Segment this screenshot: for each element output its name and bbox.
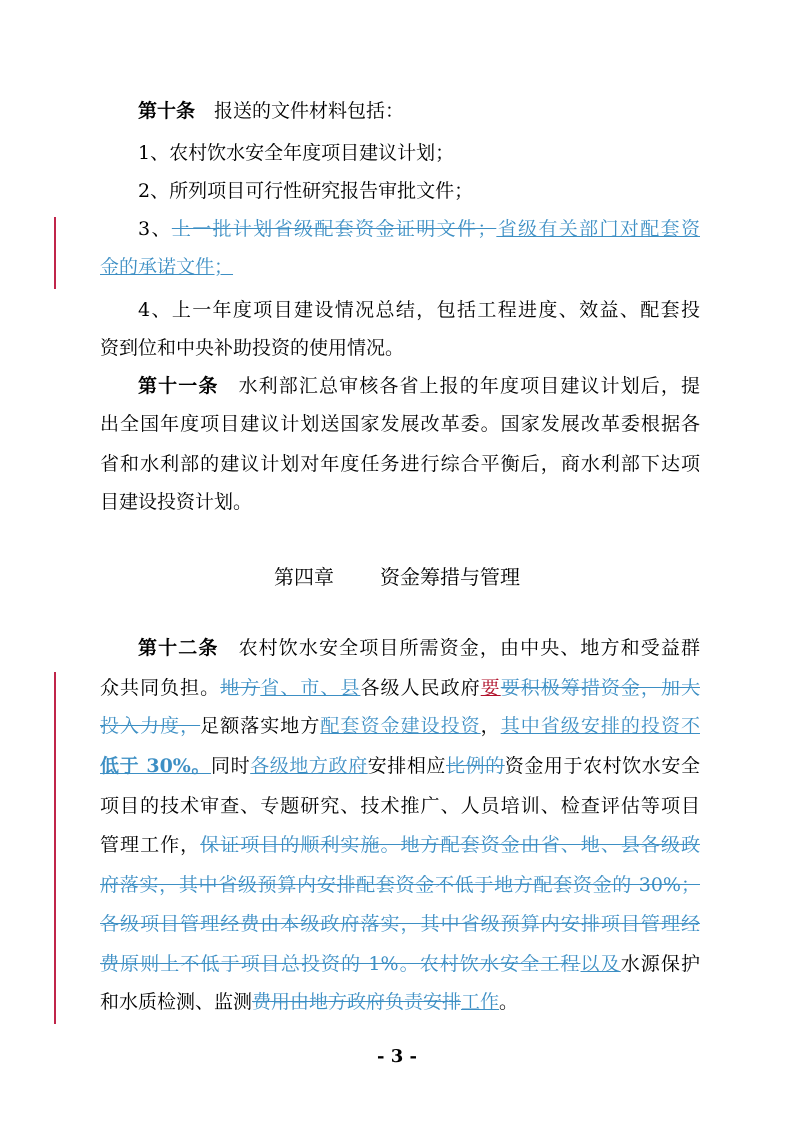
deleted-text: 保证项目的顺利实施。地方配套资金由省、地、县各级政: [200, 834, 700, 856]
article-11-label: 第十一条: [138, 375, 219, 397]
inserted-text: 省、市、县: [260, 677, 361, 699]
article-10-item-3-cont: [100, 255, 700, 279]
deleted-text: 比例的: [446, 755, 505, 777]
deleted-text: 各级项目管理经费由本级政府落实，其中省级预算内安排项目管理经: [100, 913, 700, 935]
chapter-title: 资金筹措与管理: [380, 565, 520, 589]
article-12-line-2: 众共同负担。地方省、市、县各级人民政府要要积极筹措资金，加大: [100, 677, 700, 699]
article-10-heading: [138, 99, 700, 123]
article-10-label: 第十条: [138, 100, 196, 122]
article-12-line-10: 和水质检测、监测费用由地方政府负责安排工作。: [100, 991, 519, 1013]
deleted-text: 府落实，其中省级预算内安排配套资金不低于地方配套资金的 30%；: [100, 874, 700, 896]
article-10-item-4: 4、上一年度项目建设情况总结，包括工程进度、效益、配套投: [138, 299, 700, 321]
inserted-text: 低于 30%。: [100, 755, 212, 777]
deleted-text: 上一批计划省级配套资金证明文件；: [171, 218, 497, 240]
article-10-item-2: 2、所列项目可行性研究报告审批文件；: [138, 180, 474, 202]
deleted-text: 费原则上不低于项目总投资的 1%。农村饮水安全工程: [100, 953, 581, 975]
inserted-text: 金的承诺文件；: [100, 256, 234, 278]
inserted-text: 工作: [461, 991, 500, 1013]
article-10-item-3: 3、上一批计划省级配套资金证明文件；省级有关部门对配套资: [138, 218, 700, 240]
article-10-item-4-cont: 资到位和中央补助投资的使用情况。: [100, 337, 405, 359]
article-12-line-3: 投入力度，足额落实地方配套资金建设投资，其中省级安排的投资不: [100, 715, 700, 737]
revision-change-bar: [54, 672, 56, 1024]
inserted-text: 其中省级安排的投资不: [500, 715, 700, 737]
inserted-text: 省级有关部门对配套资: [496, 218, 700, 240]
chapter-number: 第四章: [274, 565, 334, 589]
article-10-text: 报送的文件材料包括：: [214, 100, 405, 122]
deleted-text: 费用由地方政府负责安排: [252, 991, 462, 1013]
article-12-line-9: 费原则上不低于项目总投资的 1%。农村饮水安全工程以及水源保护: [100, 953, 700, 975]
article-10-item-1: 1、农村饮水安全年度项目建议计划；: [138, 142, 455, 164]
article-11-line-4: 目建设投资计划。: [100, 491, 253, 513]
article-11-line-2: 出全国年度项目建议计划送国家发展改革委。国家发展改革委根据各: [100, 413, 700, 435]
page-number: - 3 -: [377, 1046, 417, 1067]
chapter-heading: [0, 564, 794, 590]
inserted-text: 配套资金建设投资: [320, 715, 481, 737]
article-11-line-3: 省和水利部的建议计划对年度任务进行综合平衡后，商水利部下达项: [100, 453, 700, 475]
article-12-line-4: 低于 30%。同时各级地方政府安排相应比例的资金用于农村饮水安全: [100, 755, 700, 777]
article-12-line-5: 项目的技术审查、专题研究、技术推广、人员培训、检查评估等项目: [100, 795, 700, 817]
revision-change-bar: [54, 217, 56, 289]
deleted-text: 要积极筹措资金，加大: [500, 677, 700, 699]
article-12-label: 第十二条: [138, 637, 219, 659]
inserted-text: 以及: [580, 953, 621, 975]
article-11-line-1: 第十一条 水利部汇总审核各省上报的年度项目建议计划后，提: [138, 375, 700, 397]
inserted-text: 要: [480, 677, 501, 699]
inserted-text: 各级地方政府: [250, 755, 368, 777]
article-12-line-6: 管理工作，保证项目的顺利实施。地方配套资金由省、地、县各级政: [100, 834, 700, 856]
article-12-line-7: [100, 873, 700, 897]
deleted-text: 投入力度，: [100, 715, 201, 737]
article-12-line-1: 第十二条 农村饮水安全项目所需资金，由中央、地方和受益群: [138, 637, 700, 659]
article-12-line-8: [100, 912, 700, 936]
deleted-text: 地方: [220, 677, 261, 699]
